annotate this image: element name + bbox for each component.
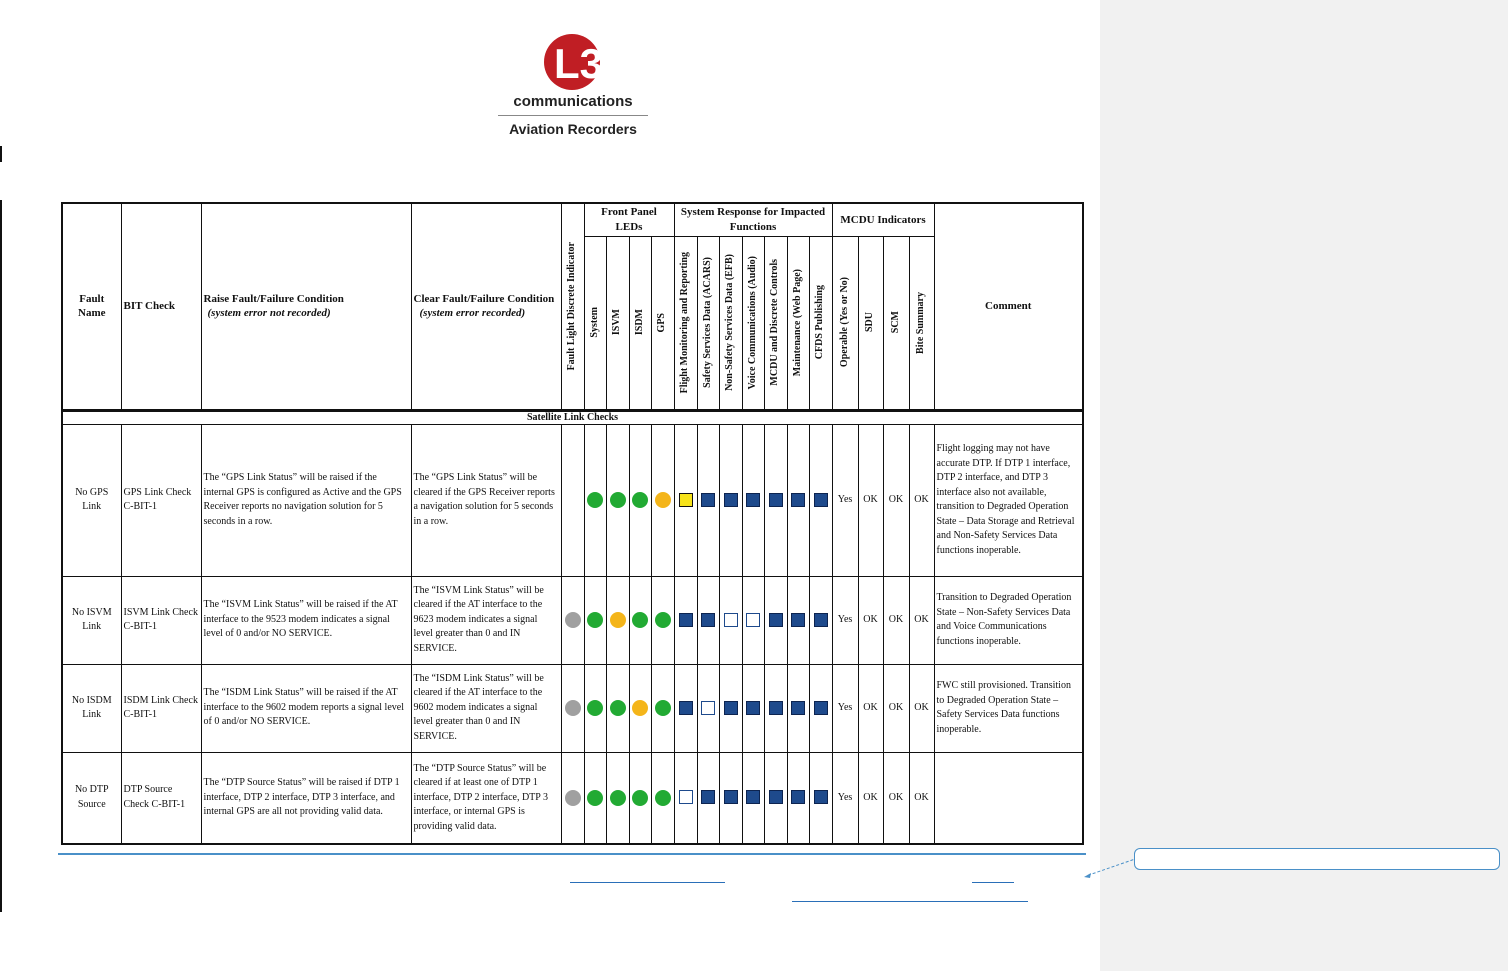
status-square (724, 493, 738, 507)
indicator-dot (565, 790, 581, 806)
table-row (62, 664, 1083, 752)
led-cell (629, 576, 651, 664)
led-dot (610, 492, 626, 508)
status-square (724, 613, 738, 627)
led-dot (587, 492, 603, 508)
comment-cell: Transition to Degraded Operation State – Non-Safety Services Data and Voice Communications functions inoperable. (934, 576, 1083, 664)
table-row (62, 576, 1083, 664)
bite-summary-cell: OK (909, 752, 934, 844)
function-status-cell (764, 664, 787, 752)
led-cell (629, 752, 651, 844)
sdu-cell: OK (858, 752, 883, 844)
header-mcdu-col (883, 236, 909, 410)
led-dot (632, 700, 648, 716)
function-status-cell (809, 664, 832, 752)
section-heading: Satellite Link Checks (62, 410, 1083, 424)
status-square (679, 613, 693, 627)
function-status-cell (719, 424, 742, 576)
logo-line-2: Aviation Recorders (509, 121, 637, 137)
led-dot (655, 790, 671, 806)
status-square (746, 701, 760, 715)
logo-line-1: communications (513, 93, 633, 110)
status-square (769, 493, 783, 507)
header-led-col (584, 236, 606, 410)
status-square (679, 701, 693, 715)
footer-rule (58, 853, 1086, 855)
header-mcdu: MCDU Indicators (832, 203, 934, 236)
function-status-cell (719, 752, 742, 844)
function-status-cell (674, 424, 697, 576)
header-mcdu-col (858, 236, 883, 410)
led-dot (610, 790, 626, 806)
change-bar (0, 146, 2, 162)
header-func-col (719, 236, 742, 410)
led-cell (584, 664, 606, 752)
led-dot (632, 492, 648, 508)
operable-cell: Yes (832, 752, 858, 844)
header-front-panel: Front Panel LEDs (584, 203, 674, 236)
led-cell (651, 424, 674, 576)
comment-balloon[interactable] (1134, 848, 1500, 870)
status-square (724, 790, 738, 804)
scm-cell: OK (883, 752, 909, 844)
function-status-cell (719, 664, 742, 752)
function-status-cell (787, 752, 809, 844)
status-square (791, 790, 805, 804)
header-func-flight-monitoring: Flight Monitoring and Reporting (679, 251, 691, 394)
header-mcdu-operable: Operable (Yes or No) (838, 277, 850, 368)
comment-connector (1080, 856, 1140, 884)
function-status-cell (809, 752, 832, 844)
function-status-cell (719, 576, 742, 664)
led-dot (587, 790, 603, 806)
led-cell (606, 752, 629, 844)
led-cell (584, 576, 606, 664)
function-status-cell (742, 424, 764, 576)
led-cell (584, 752, 606, 844)
status-square (701, 790, 715, 804)
comment-cell (934, 752, 1083, 844)
function-status-cell (742, 752, 764, 844)
header-func-safety-services: Safety Services Data (ACARS) (701, 257, 713, 388)
indicator-dot (565, 612, 581, 628)
footer-link-underline[interactable] (972, 882, 1014, 883)
status-square (769, 790, 783, 804)
clear-condition-cell: The “ISVM Link Status” will be cleared if the AT interface to the 9623 modem indicates a signal level greater than 0 and IN SERVICE. (411, 576, 561, 664)
header-func-maintenance: Maintenance (Web Page) (791, 268, 803, 377)
fault-table (61, 202, 1084, 845)
function-status-cell (697, 664, 719, 752)
function-status-cell (742, 576, 764, 664)
header-system-response: System Response for Impacted Functions (674, 203, 832, 236)
raise-condition-cell: The “GPS Link Status” will be raised if the internal GPS is configured as Active and the GPS Receiver reports no navigation solution for 5 seconds in a row. (201, 424, 411, 576)
header-bit-check: BIT Check (121, 203, 201, 410)
operable-cell: Yes (832, 424, 858, 576)
status-square (701, 701, 715, 715)
header-raise (201, 203, 411, 410)
footer-link-underline[interactable] (792, 901, 1028, 902)
status-square (814, 701, 828, 715)
raise-condition-cell: The “ISDM Link Status” will be raised if the AT interface to the 9602 modem reports a signal level of 0 and/or NO SERVICE. (201, 664, 411, 752)
led-cell (584, 424, 606, 576)
led-dot (587, 612, 603, 628)
led-cell (629, 424, 651, 576)
function-status-cell (697, 576, 719, 664)
function-status-cell (809, 424, 832, 576)
header-mcdu-bite-summary: Bite Summary (915, 291, 927, 354)
status-square (746, 613, 760, 627)
function-status-cell (787, 576, 809, 664)
change-bar (0, 200, 2, 912)
fault-light-cell (561, 664, 584, 752)
footer-link-underline[interactable] (570, 882, 725, 883)
function-status-cell (764, 424, 787, 576)
status-square (814, 613, 828, 627)
header-raise-sub: (system error not recorded) (207, 307, 331, 320)
led-dot (587, 700, 603, 716)
table-row (62, 424, 1083, 576)
header-func-non-safety-services: Non-Safety Services Data (EFB) (724, 254, 736, 391)
fault-light-cell (561, 752, 584, 844)
header-mcdu-sdu: SDU (864, 312, 876, 333)
bite-summary-cell: OK (909, 576, 934, 664)
operable-cell: Yes (832, 576, 858, 664)
status-square (814, 790, 828, 804)
led-cell (606, 424, 629, 576)
header-fault-light-label: Fault Light Discrete Indicator (566, 242, 578, 371)
operable-cell: Yes (832, 664, 858, 752)
header-func-col (742, 236, 764, 410)
status-square (791, 493, 805, 507)
logo-rule (498, 115, 648, 116)
header-clear-title: Clear Fault/Failure Condition (413, 292, 555, 305)
raise-condition-cell: The “ISVM Link Status” will be raised if the AT interface to the 9523 modem indicates a signal level of 0 and/or NO SERVICE. (201, 576, 411, 664)
header-clear (411, 203, 561, 410)
fault-name-cell: No ISVM Link (62, 576, 121, 664)
fault-light-cell (561, 576, 584, 664)
status-square (724, 701, 738, 715)
header-func-col (697, 236, 719, 410)
led-dot (610, 700, 626, 716)
header-fault-light (561, 203, 584, 410)
status-square (701, 493, 715, 507)
led-dot (655, 492, 671, 508)
fault-name-cell: No DTP Source (62, 752, 121, 844)
led-dot (610, 612, 626, 628)
scm-cell: OK (883, 424, 909, 576)
status-square (679, 790, 693, 804)
header-func-col (787, 236, 809, 410)
fault-name-cell: No ISDM Link (62, 664, 121, 752)
function-status-cell (787, 424, 809, 576)
status-square (814, 493, 828, 507)
function-status-cell (787, 664, 809, 752)
led-dot (655, 612, 671, 628)
logo-mark: L3 (554, 40, 604, 87)
table-row (62, 752, 1083, 844)
led-cell (651, 752, 674, 844)
function-status-cell (674, 664, 697, 752)
header-led-col (606, 236, 629, 410)
fault-light-cell (561, 424, 584, 576)
header-clear-sub: (system error recorded) (419, 307, 526, 320)
sdu-cell: OK (858, 576, 883, 664)
clear-condition-cell: The “GPS Link Status” will be cleared if the GPS Receiver reports a navigation solution for 5 seconds in a row. (411, 424, 561, 576)
header-led-gps: GPS (656, 312, 668, 333)
clear-condition-cell: The “ISDM Link Status” will be cleared if the AT interface to the 9602 modem indicates a signal level greater than 0 and IN SERVICE. (411, 664, 561, 752)
header-func-cfds: CFDS Publishing (814, 285, 826, 360)
header-func-col (674, 236, 697, 410)
raise-condition-cell: The “DTP Source Status” will be raised if DTP 1 interface, DTP 2 interface, DTP 3 interface, and internal GPS are all not providing valid data. (201, 752, 411, 844)
scm-cell: OK (883, 576, 909, 664)
status-square (679, 493, 693, 507)
bite-summary-cell: OK (909, 664, 934, 752)
sdu-cell: OK (858, 664, 883, 752)
led-dot (632, 790, 648, 806)
header-led-isdm: ISDM (633, 309, 645, 336)
bit-check-cell: ISDM Link Check C-BIT-1 (121, 664, 201, 752)
led-cell (606, 576, 629, 664)
bit-check-cell: DTP Source Check C-BIT-1 (121, 752, 201, 844)
function-status-cell (764, 576, 787, 664)
comment-cell: FWC still provisioned. Transition to Degraded Operation State –Safety Services Data functions inoperable. (934, 664, 1083, 752)
header-raise-title: Raise Fault/Failure Condition (203, 292, 344, 305)
header-mcdu-scm: SCM (889, 311, 901, 334)
header-mcdu-col (909, 236, 934, 410)
status-square (769, 613, 783, 627)
led-cell (629, 664, 651, 752)
comment-markup-pane (1100, 0, 1508, 971)
led-cell (651, 576, 674, 664)
status-square (769, 701, 783, 715)
function-status-cell (742, 664, 764, 752)
led-cell (606, 664, 629, 752)
clear-condition-cell: The “DTP Source Status” will be cleared if at least one of DTP 1 interface, DTP 2 interface, DTP 3 interface, or internal GPS is providing valid data. (411, 752, 561, 844)
status-square (746, 790, 760, 804)
bit-check-cell: ISVM Link Check C-BIT-1 (121, 576, 201, 664)
status-square (701, 613, 715, 627)
led-dot (632, 612, 648, 628)
bite-summary-cell: OK (909, 424, 934, 576)
fault-name-cell: No GPS Link (62, 424, 121, 576)
header-func-mcdu-discrete: MCDU and Discrete Controls (769, 259, 781, 386)
header-led-isvm: ISVM (611, 309, 623, 336)
header-mcdu-col (832, 236, 858, 410)
header-func-col (764, 236, 787, 410)
led-dot (655, 700, 671, 716)
status-square (791, 613, 805, 627)
header-comment: Comment (934, 203, 1083, 410)
header-led-system: System (588, 307, 600, 338)
comment-cell: Flight logging may not have accurate DTP. If DTP 1 interface, DTP 2 interface, and DTP 3 interface also not available, transition to Degraded Operation State – Data Storage and Retrieval and Non-Safety Services Data functions inoperable. (934, 424, 1083, 576)
status-square (791, 701, 805, 715)
function-status-cell (697, 424, 719, 576)
header-fault-name: Fault Name (62, 203, 121, 410)
header-led-col (629, 236, 651, 410)
function-status-cell (697, 752, 719, 844)
led-cell (651, 664, 674, 752)
bit-check-cell: GPS Link Check C-BIT-1 (121, 424, 201, 576)
function-status-cell (674, 576, 697, 664)
header-func-voice: Voice Communications (Audio) (746, 255, 758, 390)
sdu-cell: OK (858, 424, 883, 576)
status-square (746, 493, 760, 507)
header-func-col (809, 236, 832, 410)
function-status-cell (674, 752, 697, 844)
scm-cell: OK (883, 664, 909, 752)
header-led-col (651, 236, 674, 410)
function-status-cell (809, 576, 832, 664)
function-status-cell (764, 752, 787, 844)
indicator-dot (565, 700, 581, 716)
